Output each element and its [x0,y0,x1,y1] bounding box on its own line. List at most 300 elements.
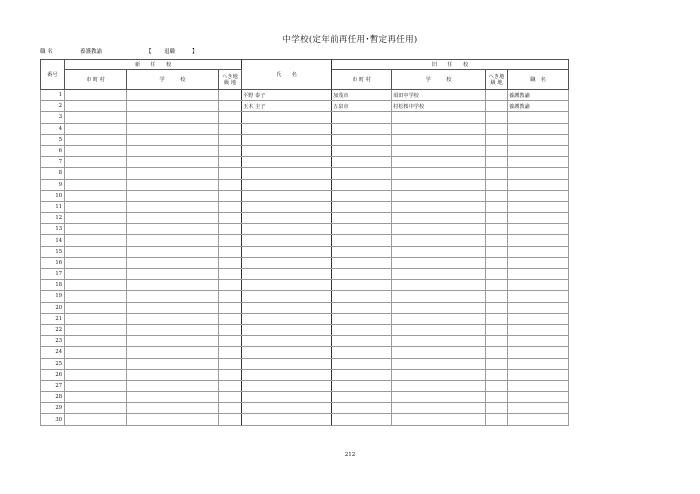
new-city-cell [65,347,127,358]
job-cell [508,190,569,201]
new-remote-cell [219,246,242,257]
old-city-cell [332,235,392,246]
new-remote-cell [219,313,242,324]
name-cell [242,392,332,403]
new-city-cell [65,134,127,145]
row-number: 16 [41,257,65,268]
old-city-header: 市 町 村 [332,70,392,90]
old-school-cell [392,168,486,179]
old-city-cell [332,224,392,235]
row-number: 1 [41,90,65,101]
name-cell [242,246,332,257]
name-cell [242,224,332,235]
table-row [41,347,569,358]
new-remote-cell [219,179,242,190]
new-remote-cell [219,201,242,212]
old-remote-cell [486,291,508,302]
old-remote-cell [486,280,508,291]
new-remote-cell [219,269,242,280]
table-row [41,145,569,156]
name-cell [242,347,332,358]
job-cell [508,257,569,268]
old-school-cell [392,358,486,369]
new-school-cell [127,224,219,235]
old-city-cell [332,257,392,268]
new-school-header: 新 任 校 [65,60,242,70]
old-city-cell [332,201,392,212]
old-school-cell [392,123,486,134]
row-number: 14 [41,235,65,246]
job-cell [508,224,569,235]
new-city-cell [65,257,127,268]
new-remote-header: へき地 級 地 [219,70,242,90]
name-cell [242,380,332,391]
old-school-header: 旧 任 校 [332,60,569,70]
new-city-cell [65,302,127,313]
new-remote-cell [219,90,242,101]
job-cell [508,313,569,324]
new-school-cell [127,269,219,280]
new-remote-cell [219,347,242,358]
new-city-cell [65,358,127,369]
status-label: 退職 [164,49,176,55]
name-cell [242,134,332,145]
name-cell [242,358,332,369]
new-school-cell [127,157,219,168]
old-city-cell [332,123,392,134]
job-cell [508,145,569,156]
row-number: 30 [41,414,65,425]
old-remote-cell [486,403,508,414]
name-cell [242,112,332,123]
new-school-cell [127,179,219,190]
old-remote-cell [486,392,508,403]
old-school-cell [392,324,486,335]
page-title: 中学校(定年前再任用･暫定再任用) [282,35,418,45]
job-cell [508,246,569,257]
old-city-cell [332,134,392,145]
name-cell [242,280,332,291]
name-cell: 平野 泰子 [242,90,332,101]
job-cell: 養護教諭 [508,90,569,101]
new-school-cell [127,403,219,414]
new-city-cell [65,145,127,156]
old-school-cell [392,291,486,302]
job-cell [508,269,569,280]
old-remote-cell [486,380,508,391]
row-number: 6 [41,145,65,156]
new-school-cell [127,235,219,246]
name-header: 氏 名 [242,60,332,90]
table-row [41,280,569,291]
new-school-cell [127,112,219,123]
row-number: 13 [41,224,65,235]
new-city-cell [65,112,127,123]
name-cell [242,213,332,224]
table-row [41,112,569,123]
row-number: 4 [41,123,65,134]
name-cell [242,257,332,268]
old-remote-cell [486,324,508,335]
old-city-cell [332,392,392,403]
table-row [41,269,569,280]
job-label: 職 名 [40,49,53,55]
new-school-cell [127,336,219,347]
name-cell [242,145,332,156]
roster-table [40,59,569,426]
name-cell [242,201,332,212]
table-row [41,157,569,168]
old-city-cell [332,190,392,201]
old-school-cell [392,336,486,347]
old-school-cell [392,280,486,291]
new-city-cell [65,291,127,302]
row-number: 18 [41,280,65,291]
new-city-cell [65,213,127,224]
old-city-cell [332,291,392,302]
new-school-cell [127,101,219,112]
new-remote-cell [219,123,242,134]
old-remote-cell [486,414,508,425]
old-city-cell [332,380,392,391]
new-city-cell [65,324,127,335]
new-city-cell [65,380,127,391]
job-cell [508,134,569,145]
new-school-cell [127,358,219,369]
old-remote-cell [486,101,508,112]
row-number: 24 [41,347,65,358]
row-number: 2 [41,101,65,112]
new-remote-cell [219,302,242,313]
old-school-cell [392,213,486,224]
new-city-cell [65,414,127,425]
row-number: 3 [41,112,65,123]
old-remote-cell [486,313,508,324]
new-city-cell [65,190,127,201]
new-city-cell [65,403,127,414]
new-city-cell [65,235,127,246]
row-number: 20 [41,302,65,313]
old-remote-cell [486,302,508,313]
job-header: 職 名 [508,70,569,90]
job-cell [508,302,569,313]
table-row [41,201,569,212]
name-cell [242,179,332,190]
old-school-cell [392,134,486,145]
old-city-cell [332,168,392,179]
table-row [41,336,569,347]
new-school-cell [127,280,219,291]
row-number: 11 [41,201,65,212]
name-cell: 玉木 圭子 [242,101,332,112]
name-cell [242,336,332,347]
new-school-cell [127,324,219,335]
row-number: 17 [41,269,65,280]
old-school-cell [392,313,486,324]
table-row [41,414,569,425]
row-number: 22 [41,324,65,335]
old-city-cell [332,313,392,324]
old-remote-cell [486,257,508,268]
table-row [41,291,569,302]
row-number: 21 [41,313,65,324]
row-number: 23 [41,336,65,347]
new-remote-cell [219,190,242,201]
old-city-cell [332,280,392,291]
old-school-cell [392,257,486,268]
old-remote-cell [486,134,508,145]
new-city-cell [65,101,127,112]
old-school-cell [392,179,486,190]
name-cell [242,168,332,179]
old-city-cell [332,112,392,123]
new-remote-cell [219,358,242,369]
job-cell [508,235,569,246]
table-row [41,213,569,224]
page-number: 212 [344,452,356,458]
row-number: 19 [41,291,65,302]
new-remote-cell [219,291,242,302]
new-remote-cell [219,235,242,246]
table-row [41,101,569,112]
old-city-cell [332,324,392,335]
new-school-cell [127,201,219,212]
table-row [41,246,569,257]
old-city-cell [332,157,392,168]
old-remote-cell [486,201,508,212]
new-school-cell [127,369,219,380]
old-school-cell [392,224,486,235]
table-row [41,123,569,134]
old-remote-cell [486,157,508,168]
new-remote-cell [219,145,242,156]
old-city-cell [332,179,392,190]
new-remote-cell [219,112,242,123]
old-remote-cell [486,213,508,224]
new-city-cell [65,201,127,212]
table-row [41,235,569,246]
new-city-header: 市 町 村 [65,70,127,90]
table-body [41,90,569,426]
new-city-cell [65,313,127,324]
old-city-cell [332,269,392,280]
new-school-cell [127,380,219,391]
old-school-cell [392,392,486,403]
job-cell [508,179,569,190]
old-remote-cell [486,168,508,179]
old-remote-cell [486,358,508,369]
table-row [41,369,569,380]
job-cell [508,213,569,224]
new-remote-cell [219,403,242,414]
table-row [41,392,569,403]
job-cell [508,358,569,369]
old-school-cell [392,157,486,168]
old-school-cell [392,347,486,358]
old-school-cell [392,414,486,425]
old-school-cell [392,246,486,257]
old-school-cell [392,201,486,212]
old-school-name-header: 学 校 [392,70,486,90]
name-cell [242,403,332,414]
old-school-cell: 須田中学校 [392,90,486,101]
row-number: 26 [41,369,65,380]
old-remote-cell [486,269,508,280]
new-city-cell [65,280,127,291]
job-cell [508,403,569,414]
row-number: 27 [41,380,65,391]
row-number: 28 [41,392,65,403]
new-school-cell [127,123,219,134]
old-remote-cell [486,179,508,190]
new-remote-cell [219,257,242,268]
old-city-cell [332,145,392,156]
old-remote-cell [486,224,508,235]
old-school-cell [392,235,486,246]
old-city-cell [332,213,392,224]
new-school-cell [127,313,219,324]
old-remote-cell [486,369,508,380]
job-cell [508,324,569,335]
row-number: 10 [41,190,65,201]
old-city-cell: 加茂市 [332,90,392,101]
row-number: 12 [41,213,65,224]
new-city-cell [65,336,127,347]
new-city-cell [65,157,127,168]
table-row [41,302,569,313]
new-school-cell [127,168,219,179]
old-remote-cell [486,347,508,358]
row-number: 7 [41,157,65,168]
name-cell [242,157,332,168]
table-row [41,257,569,268]
name-cell [242,269,332,280]
old-city-cell [332,347,392,358]
new-city-cell [65,369,127,380]
new-city-cell [65,179,127,190]
new-school-cell [127,414,219,425]
job-cell [508,157,569,168]
new-city-cell [65,269,127,280]
table-row [41,224,569,235]
job-cell [508,392,569,403]
old-city-cell [332,414,392,425]
bracket-right: 】 [192,49,198,55]
job-cell [508,280,569,291]
old-school-cell [392,112,486,123]
table-row [41,380,569,391]
table-row [41,324,569,335]
old-remote-cell [486,336,508,347]
old-city-cell [332,336,392,347]
new-school-name-header: 学 校 [127,70,219,90]
old-school-cell [392,145,486,156]
new-city-cell [65,246,127,257]
old-remote-cell [486,90,508,101]
old-school-cell [392,302,486,313]
new-school-cell [127,347,219,358]
name-cell [242,235,332,246]
name-cell [242,190,332,201]
new-school-cell [127,392,219,403]
new-city-cell [65,392,127,403]
new-remote-cell [219,324,242,335]
job-cell [508,168,569,179]
job-cell [508,336,569,347]
job-cell [508,123,569,134]
new-remote-cell [219,224,242,235]
table-row [41,313,569,324]
row-number: 29 [41,403,65,414]
new-remote-cell [219,280,242,291]
row-number: 8 [41,168,65,179]
table-row [41,179,569,190]
old-remote-cell [486,235,508,246]
job-cell: 養護教諭 [508,101,569,112]
name-cell [242,324,332,335]
new-remote-cell [219,369,242,380]
new-remote-cell [219,101,242,112]
old-city-cell [332,403,392,414]
row-number: 9 [41,179,65,190]
row-number: 25 [41,358,65,369]
new-school-cell [127,291,219,302]
old-remote-cell [486,112,508,123]
new-remote-cell [219,213,242,224]
job-value: 養護教諭 [80,49,103,55]
table-row [41,134,569,145]
old-school-cell [392,190,486,201]
new-school-cell [127,213,219,224]
table-row [41,358,569,369]
job-cell [508,380,569,391]
old-school-cell: 村松桜中学校 [392,101,486,112]
old-remote-cell [486,145,508,156]
new-school-cell [127,257,219,268]
name-cell [242,123,332,134]
new-remote-cell [219,134,242,145]
table-row [41,90,569,101]
new-remote-cell [219,336,242,347]
old-remote-header: へき地 級 地 [486,70,508,90]
number-header: 番号 [41,60,65,90]
job-cell [508,291,569,302]
name-cell [242,369,332,380]
name-cell [242,302,332,313]
new-remote-cell [219,380,242,391]
job-cell [508,201,569,212]
job-cell [508,112,569,123]
old-school-cell [392,380,486,391]
old-remote-cell [486,123,508,134]
job-cell [508,347,569,358]
new-school-cell [127,302,219,313]
row-number: 5 [41,134,65,145]
old-city-cell [332,302,392,313]
old-city-cell [332,246,392,257]
table-row [41,168,569,179]
name-cell [242,414,332,425]
new-remote-cell [219,168,242,179]
table-row [41,403,569,414]
old-school-cell [392,269,486,280]
old-school-cell [392,403,486,414]
old-city-cell [332,369,392,380]
new-school-cell [127,134,219,145]
job-cell [508,414,569,425]
new-school-cell [127,190,219,201]
name-cell [242,313,332,324]
